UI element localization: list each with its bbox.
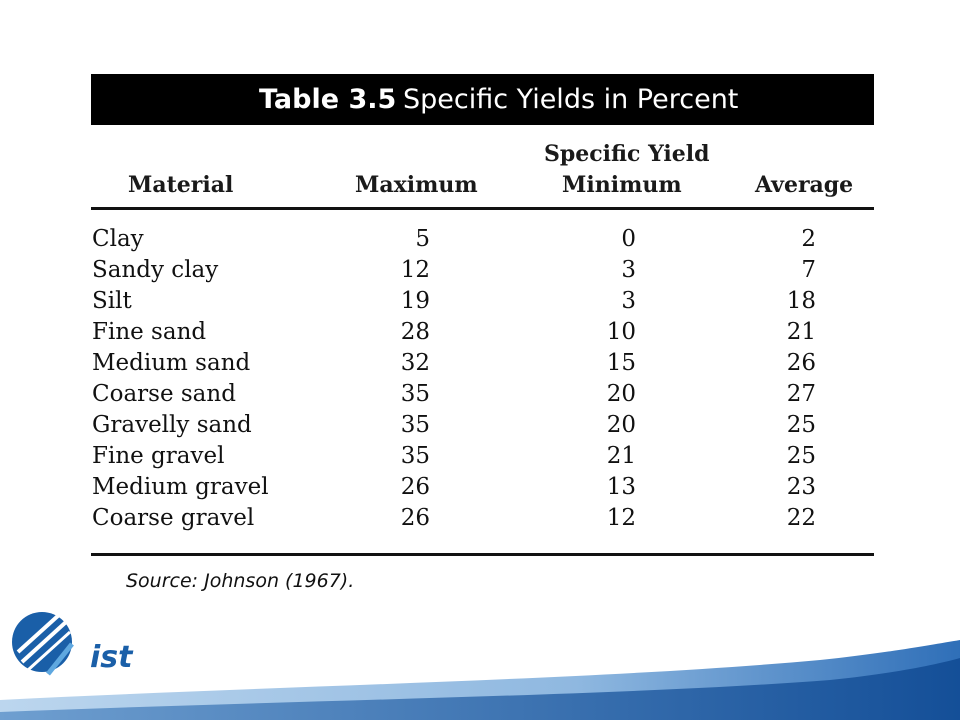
cell-material: Silt bbox=[92, 288, 132, 314]
cell-average: 26 bbox=[786, 350, 816, 376]
cell-minimum: 0 bbox=[621, 226, 636, 252]
header-minimum: Minimum bbox=[562, 172, 682, 198]
cell-maximum: 35 bbox=[400, 443, 430, 469]
cell-material: Gravelly sand bbox=[92, 412, 252, 438]
cell-maximum: 35 bbox=[400, 381, 430, 407]
cell-minimum: 10 bbox=[606, 319, 636, 345]
cell-maximum: 26 bbox=[400, 505, 430, 531]
header-maximum: Maximum bbox=[355, 172, 478, 198]
logo-text: ist bbox=[90, 640, 133, 675]
cell-minimum: 12 bbox=[606, 505, 636, 531]
cell-average: 23 bbox=[786, 474, 816, 500]
cell-material: Fine gravel bbox=[92, 443, 225, 469]
header-average: Average bbox=[755, 172, 854, 198]
cell-maximum: 12 bbox=[400, 257, 430, 283]
table-banner bbox=[91, 74, 874, 125]
cell-average: 25 bbox=[786, 412, 816, 438]
cell-minimum: 20 bbox=[606, 412, 636, 438]
header-material: Material bbox=[128, 172, 234, 198]
table-number: Table 3.5 bbox=[259, 84, 397, 115]
cell-maximum: 19 bbox=[400, 288, 430, 314]
cell-average: 21 bbox=[786, 319, 816, 345]
cell-maximum: 26 bbox=[400, 474, 430, 500]
header-specific-yield: Specific Yield bbox=[544, 141, 710, 167]
cell-maximum: 5 bbox=[415, 226, 430, 252]
cell-average: 18 bbox=[786, 288, 816, 314]
cell-material: Coarse gravel bbox=[92, 505, 255, 531]
header-rule bbox=[91, 207, 874, 210]
cell-maximum: 32 bbox=[400, 350, 430, 376]
cell-minimum: 13 bbox=[606, 474, 636, 500]
source-note: Source: Johnson (1967). bbox=[126, 570, 355, 592]
cell-average: 25 bbox=[786, 443, 816, 469]
cell-average: 2 bbox=[801, 226, 816, 252]
cell-average: 27 bbox=[786, 381, 816, 407]
cell-minimum: 3 bbox=[621, 257, 636, 283]
cell-material: Clay bbox=[92, 226, 144, 252]
cell-minimum: 20 bbox=[606, 381, 636, 407]
cell-minimum: 21 bbox=[606, 443, 636, 469]
footer-rule bbox=[91, 553, 874, 556]
cell-material: Coarse sand bbox=[92, 381, 236, 407]
cell-average: 22 bbox=[786, 505, 816, 531]
cell-material: Medium sand bbox=[92, 350, 251, 376]
cell-material: Fine sand bbox=[92, 319, 207, 345]
cell-minimum: 15 bbox=[606, 350, 636, 376]
table-title: Specific Yields in Percent bbox=[403, 84, 739, 115]
cell-average: 7 bbox=[801, 257, 816, 283]
cell-maximum: 28 bbox=[400, 319, 430, 345]
cell-minimum: 3 bbox=[621, 288, 636, 314]
cell-material: Sandy clay bbox=[92, 257, 219, 283]
cell-material: Medium gravel bbox=[92, 474, 269, 500]
cell-maximum: 35 bbox=[400, 412, 430, 438]
